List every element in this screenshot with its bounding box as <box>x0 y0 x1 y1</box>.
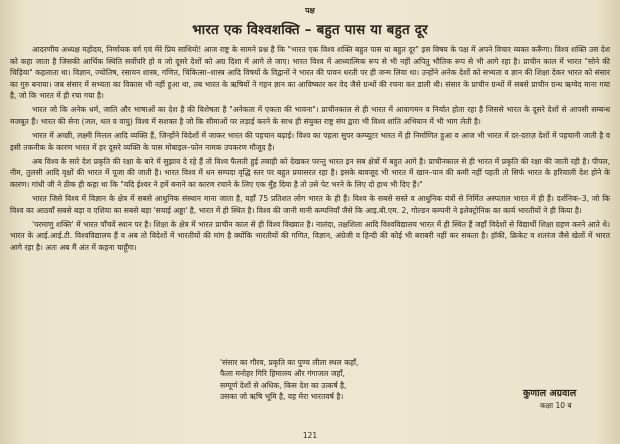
closing-poem <box>220 357 480 403</box>
paragraph: अब विश्व के सारे देश प्रकृति की रक्षा के बारे में सुझाव दे रहे हैं तो विश्व फैलती हुई तबाही को देखकर परन्तु भारत इन सब क्षेत्रों में बहुत आगे है। प्राचीनकाल से ही भारत में प्रकृति की रक्षा की जाती रही है। पीपल, नीम, तुलसी आदि वृक्षों की भारत में पूजा की जाती है। भारत विश्व में धन सम्पदा वृद्धि स्तर पर बहुत प्रयासरत रहा है। इसके बावजूद भी भारत में खान–पान की कमी नहीं पहती तो सिर्फ भारत के हरियाली देश होने के कारण। गांधी जी ने ठीक ही कहा था कि "यदि ईश्वर ने हमें बनाने का कारण रचाने के लिए एक मुँह दिया है तो उसे पेट भरने के लिए दो हाथ भी दिए हैं।" <box>10 156 610 190</box>
paragraph: आदरणीय अध्यक्ष महोदय, निर्णायक वर्ग एवं मेरे प्रिय साथियो! आज राष्ट्र के सामने प्रश्न है कि "भारत एक विश्व शक्ति बहुत पास या बहुत दूर" इस विषय के पक्ष में अपने विचार व्यक्त करूँगा। विश्व शक्ति उस देश को कहा जाता है जिसकी आर्थिक स्थिति सर्वोपरि हो व जो दूसरे देशों को अग्र दिशा में आगे ले जाए। भारत विश्व में आध्यात्मिक रूप से भी नहीं अपितु भौतिक रूप से भी आगे रहा है। प्राचीन काल में भारत "सोने की चिड़िया" कहलाता था। विज्ञान, ज्योतिष, रसायन शास्त्र, गणित, चिकित्सा–शास्त्र आदि विषयों के विद्वानों ने भारत की पावन धरती पर ही जन्म लिया था। उन्होंने अनेक देशों को सभ्यता व ज्ञान की शिक्षा देकर भारत को संसार का गुरु बनाया। जब संसार में सभ्यता का विकास भी नहीं हुआ था, तब भारत के ऋषियों ने गहन ज्ञान का आविष्कार कर वेद जैसे ग्रन्थों की रचना कर डाली थी। संसार के प्राचीन ग्रन्थों में सबसे प्राचीन ग्रन्थ ऋग्वेद माना गया है, जो कि भारत में ही रचा गया है। <box>10 45 610 101</box>
poem-line: सम्पूर्ण देशों से अधिक, किस देश का उत्कर्ष है, <box>220 380 347 390</box>
page-number: 121 <box>302 431 318 440</box>
paragraph: भारत में अच्छी, लक्ष्मी मित्तल आदि व्यक्ति हैं, जिन्होंने विदेशों में जाकर भारत की पहचान बढ़ाई। विश्व का पहला सुपर कम्प्यूटर भारत में ही निर्माणित हुआ व आज भी भारत में दर-दराज़ देशों में पहचानी जाती है व इसी तकनीक के कारण भारत में हर दूसरे व्यक्ति के पास मोबाइल–फोन नामक उपकरण मौजूद है। <box>10 131 610 152</box>
paragraph: 'परमाणु शक्ति' में भारत पाँचवें स्थान पर है। शिक्षा के क्षेत्र में भारत प्राचीन काल से ही विश्व विख्यात है। नालंदा, तक्षशिला आदि विश्वविद्यालय भारत में ही स्थित हैं जहाँ विदेशों से विद्यार्थी शिक्षा ग्रहण करने आते थे। भारत के आई.आई.टी. विश्वविद्यालय हैं व अब तो विदेशों में भारतीयों की मांग है क्योंकि भारतीयों की गणित, विज्ञान, अंग्रेजी व हिन्दी की कोई भी बराबरी नहीं कर सकता है। हॉकी, क्रिकेट व शतरंज जैसे खेलों में भारत आगे रहा है। अतः अब मैं अंत में कहना चाहूँगा। <box>10 219 610 252</box>
author-name: कुणाल अग्रवाल <box>523 388 577 399</box>
essay-body <box>10 44 610 256</box>
author-class: कक्षा 10 ब <box>540 401 572 410</box>
paragraph: भारत जिसे विश्व में विज्ञान के क्षेत्र में सबसे आधुनिक संस्थान माना जाता है, यहाँ 75 प्रतिशत लोग भारत के ही हैं। विश्व के सबसे सस्ते व आधुनिक यंत्रों से निर्मित अस्पताल भारत में ही हैं। दर्शनिक–3, जो कि विश्व का आठवाँ सबसे बड़ा व एशिया का सबसे बड़ा 'सयाई अड्डा' है, भारत में ही स्थित है। विश्व की जानी मानी कम्पनियाँ जैसे कि आइ.बी.एम. 2, गोल्डन कम्पनी ने इलेक्ट्रोनिक का कार्य भारतीयों ने ही किया है। <box>10 194 610 215</box>
paragraph: भारत जो कि अनेक धर्म, जाति और भाषाओं का देश है की विशेषता है "अनेकता में एकता की भावना"। प्राचीनकाल से ही भारत में आवागमन व निर्यात होता रहा है जिससे भारत के दूसरे देशों से आपसी सम्बन्ध मजबूत हैं। भारत की सेना (जल, थल व वायु) विश्व में सशक्त है जो कि सीमाओं पर लड़ाई करने के साथ ही संयुक्त राष्ट्र संघ द्वारा भी विश्व शांति अभियान में भी भाग लेती है। <box>10 105 610 127</box>
stance-label: पक्ष <box>305 6 315 15</box>
page-title: भारत एक विश्वशक्ति – बहुत पास या बहुत दूर <box>192 22 428 38</box>
poem-line: फैला मनोहर गिरि हिमालय और गंगाजल जहाँ, <box>220 369 345 379</box>
poem-line: 'संसार का गौरव, प्रकृति का पुण्य लीला स्थल कहाँ, <box>220 358 359 367</box>
poem-line: उसका जो ऋषि भूमि है, वह मेरा भारतवर्ष है। <box>220 392 344 402</box>
